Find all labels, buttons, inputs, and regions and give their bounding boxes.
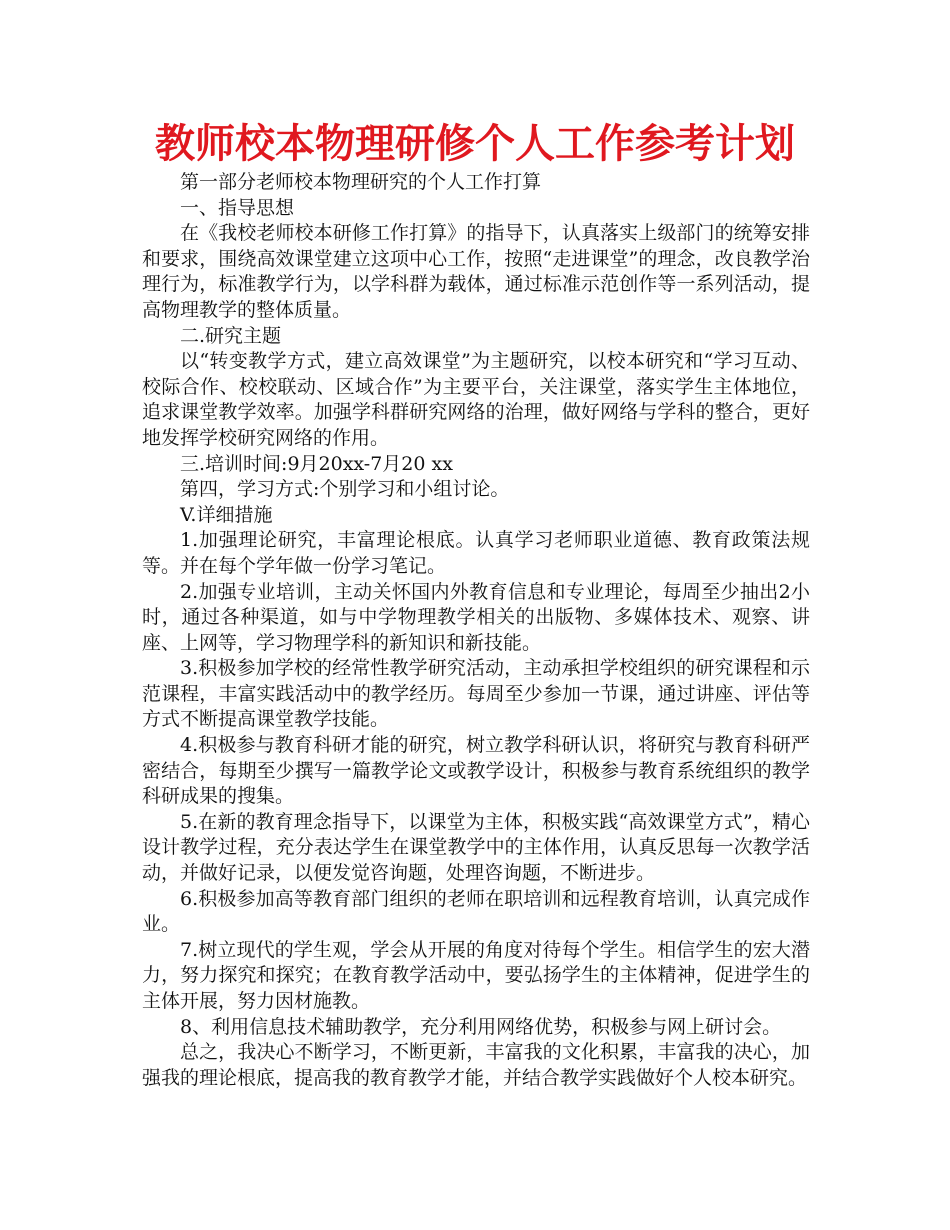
subsection-heading: V.详细措施 [180, 503, 273, 526]
subsection-heading: 一、指导思想 [180, 196, 295, 219]
conclusion-paragraph: 总之，我决心不断学习，不断更新，丰富我的文化积累，丰富我的决心，加强我的理论根底，提高我的教育教学才能，并结合教学实践做好个人校本研究。 [142, 1041, 810, 1089]
subsection-heading: 第四，学习方式:个别学习和小组讨论。 [180, 478, 510, 501]
list-item: 2.加强专业培训，主动关怀国内外教育信息和专业理论，每周至少抽出2小时，通过各种渠道，如与中学物理教学相关的出版物、多媒体技术、观察、讲座、上网等，学习物理学科的新知识和新技能。 [142, 580, 810, 654]
list-item: 1.加强理论研究，丰富理论根底。认真学习老师职业道德、教育政策法规等。并在每个学年做一份学习笔记。 [142, 529, 810, 577]
document-title: 教师校本物理研修个人工作参考计划 [155, 121, 795, 167]
list-item: 7.树立现代的学生观，学会从开展的角度对待每个学生。相信学生的宏大潜力，努力探究和探究；在教育教学活动中，要弘扬学生的主体精神，促进学生的主体开展，努力因材施教。 [142, 938, 810, 1012]
document-body [142, 170, 810, 1091]
list-item: 6.积极参加高等教育部门组织的老师在职培训和远程教育培训，认真完成作业。 [142, 887, 810, 936]
list-item: 8、利用信息技术辅助教学，充分利用网络优势，积极参与网上研讨会。 [180, 1015, 782, 1038]
section-heading: 第一部分老师校本物理研究的个人工作打算 [180, 171, 542, 193]
subsection-heading: 二.研究主题 [180, 324, 282, 347]
subsection-heading: 三.培训时间:9月20xx-7月20 xx [180, 452, 453, 475]
paragraph: 在《我校老师校本研修工作打算》的指导下，认真落实上级部门的统筹安排和要求，围绕高效课堂建立这项中心工作，按照“走进课堂”的理念，改良教学治理行为，标准教学行为，以学科群为载体，通过标准示范创作等一系列活动，提高物理教学的整体质量。 [142, 222, 810, 321]
list-item: 4.积极参与教育科研才能的研究，树立教学科研认识，将研究与教育科研严密结合，每期至少撰写一篇教学论文或教学设计，积极参与教育系统组织的教学科研成果的搜集。 [142, 734, 810, 808]
list-item: 5.在新的教育理念指导下，以课堂为主体，积极实践“高效课堂方式”，精心设计教学过程，充分表达学生在课堂教学中的主体作用，认真反思每一次教学活动，并做好记录，以便发觉咨询题，处理咨询题，不断进步。 [142, 810, 810, 885]
paragraph: 以“转变教学方式，建立高效课堂”为主题研究，以校本研究和“学习互动、校际合作、校校联动、区域合作”为主要平台，关注课堂，落实学生主体地位，追求课堂教学效率。加强学科群研究网络的治理，做好网络与学科的整合，更好地发挥学校研究网络的作用。 [142, 350, 810, 449]
list-item: 3.积极参加学校的经常性教学研究活动，主动承担学校组织的研究课程和示范课程，丰富实践活动中的教学经历。每周至少参加一节课，通过讲座、评估等方式不断提高课堂教学技能。 [142, 657, 810, 731]
